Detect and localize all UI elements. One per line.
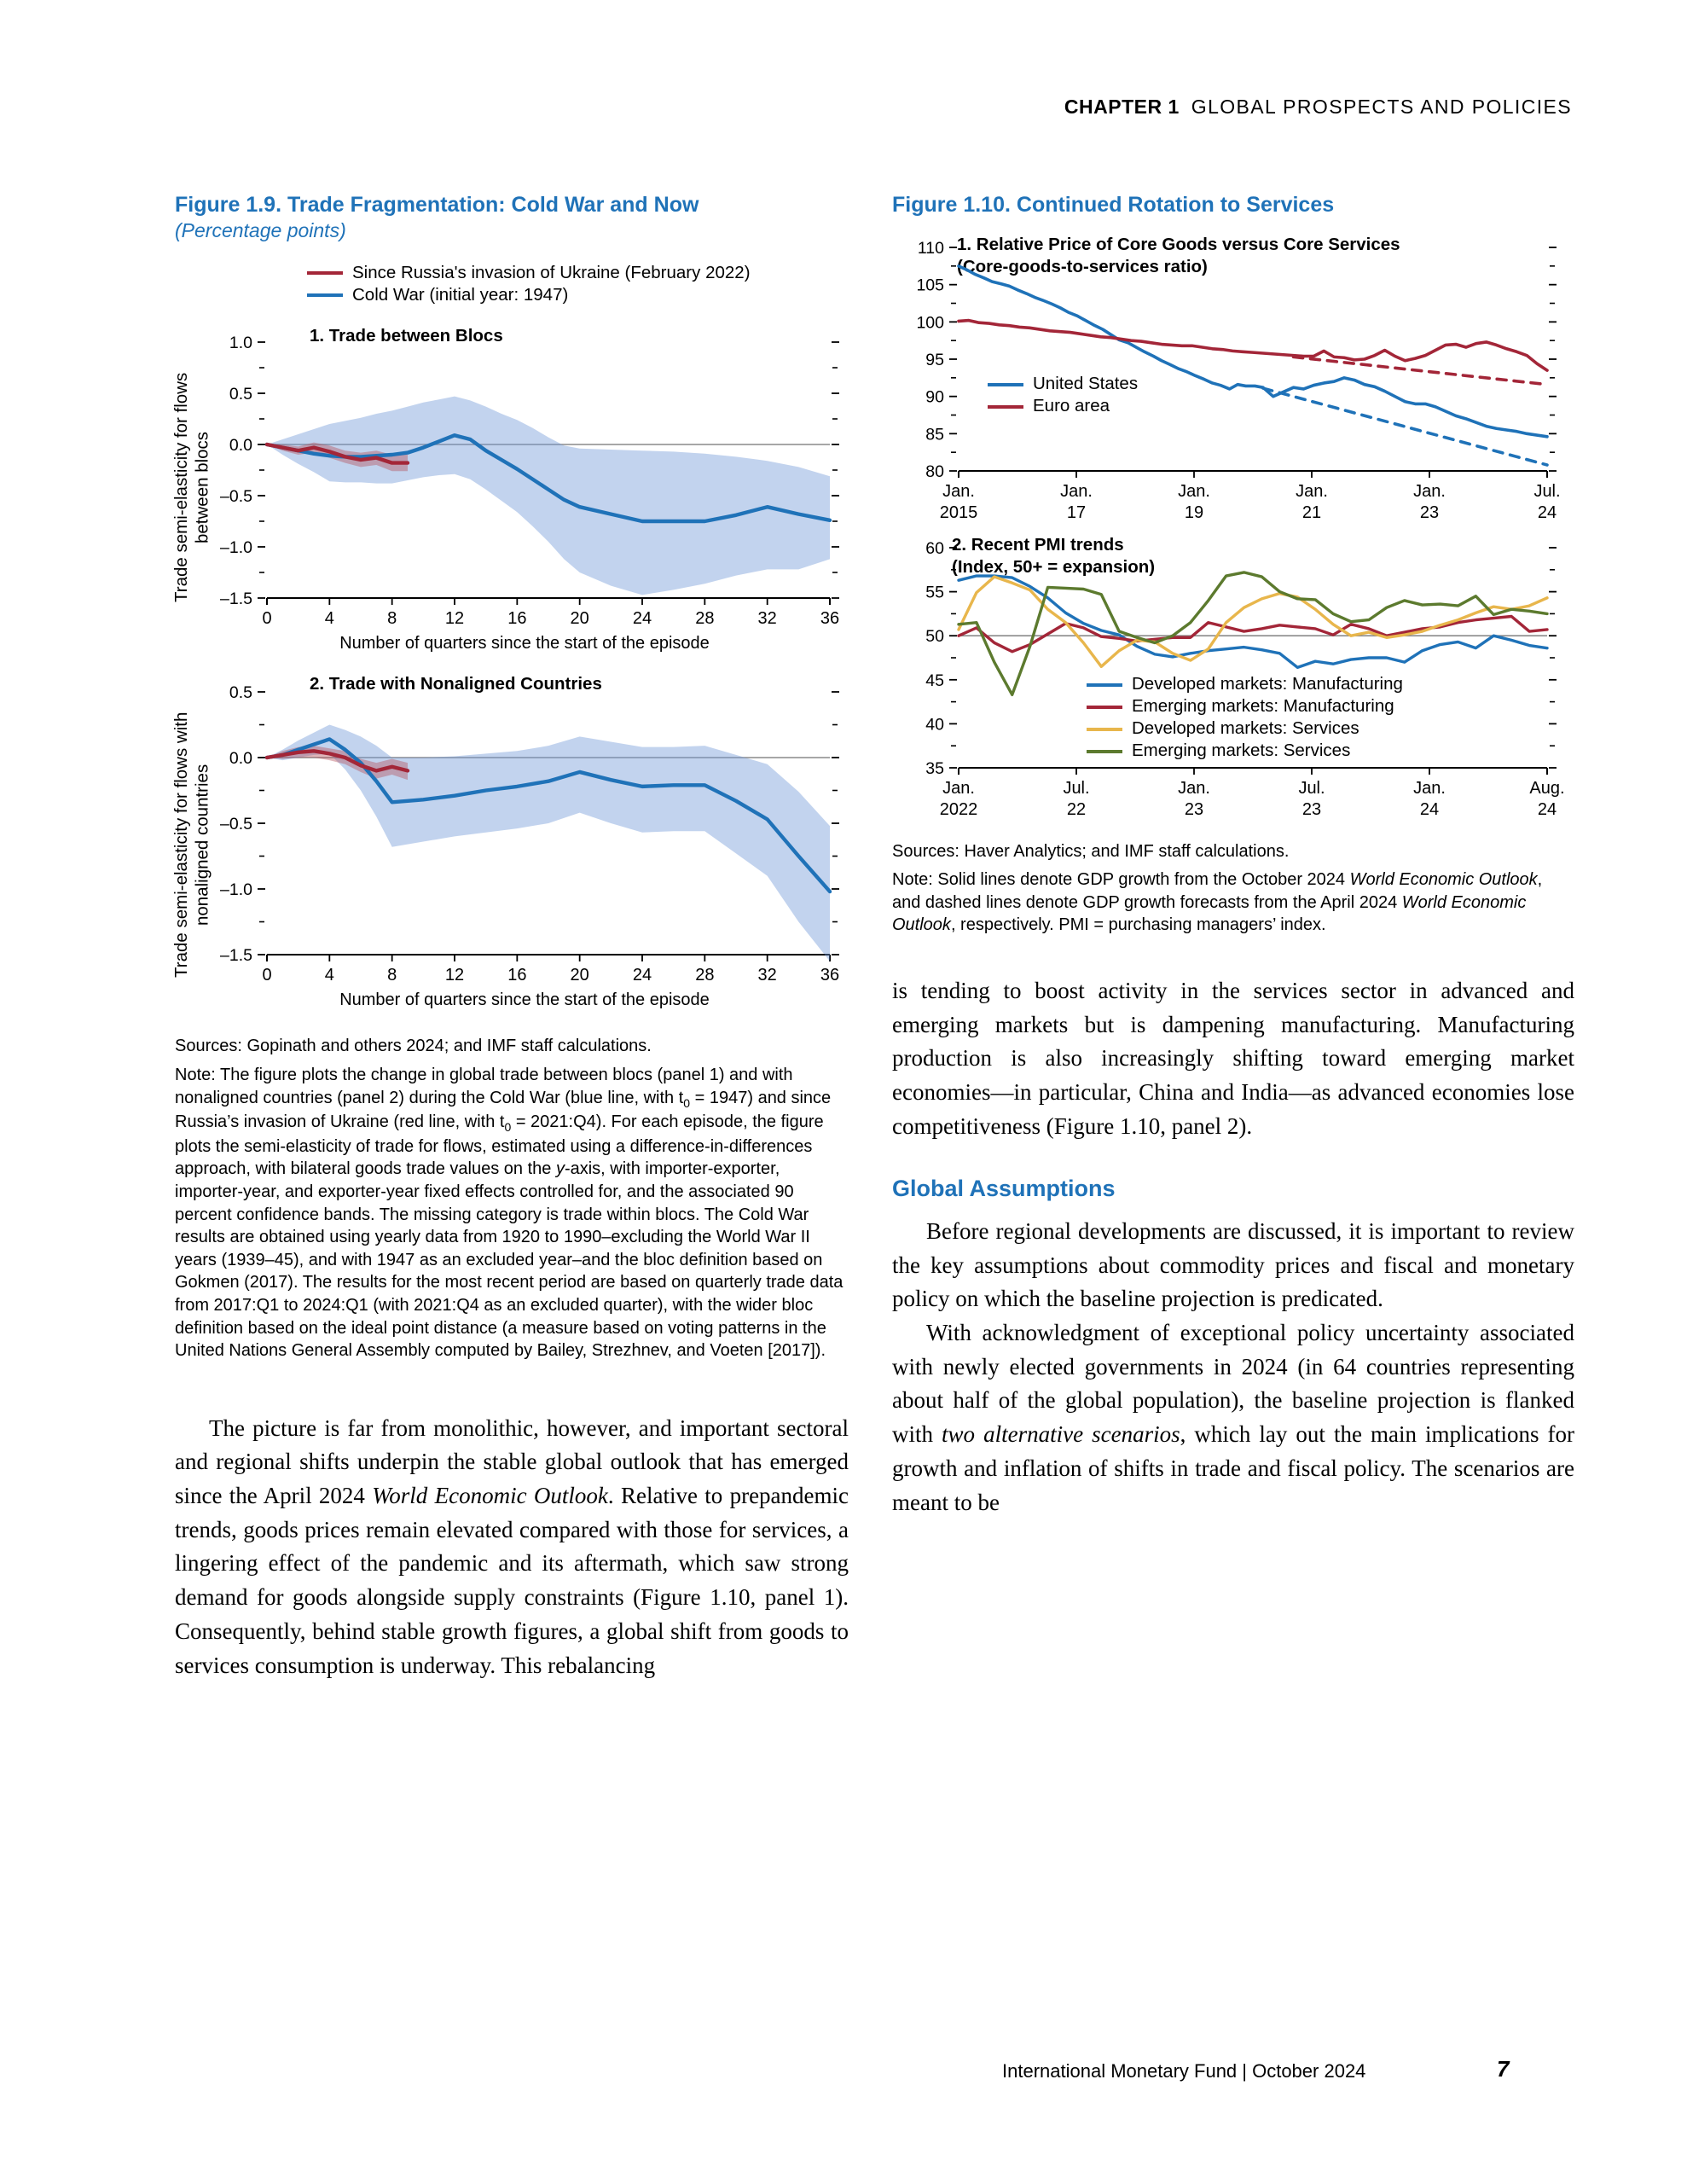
legend-label-dm-services: Developed markets: Services (1132, 718, 1359, 739)
left-body-text (175, 1412, 849, 1683)
svg-text:–1.0: –1.0 (220, 538, 252, 558)
svg-text:1.0: 1.0 (229, 334, 252, 353)
svg-text:Jan.: Jan. (1060, 481, 1093, 501)
paragraph-italic: two alternative scenarios (942, 1421, 1180, 1448)
svg-text:110: 110 (917, 238, 944, 258)
figure-1-10-note: Note: Solid lines denote GDP growth from the October 2024 World Economic Outlook, and dashed lines denote GDP growth forecasts from the April 2024 World Economic Outlook, respectively. PMI = purchasing managers’ index. (892, 870, 1543, 935)
svg-text:32: 32 (757, 966, 777, 985)
svg-text:24: 24 (632, 966, 652, 985)
svg-text:Jan.: Jan. (1413, 481, 1446, 501)
figure-1-10-sources: Sources: Haver Analytics; and IMF staff calculations. (892, 841, 1290, 861)
paragraph-italic: World Economic Outlook (372, 1483, 608, 1509)
figure-1-9-sources: Sources: Gopinath and others 2024; and IMF staff calculations. (175, 1037, 652, 1056)
legend-swatch-em-manufacturing (1087, 706, 1122, 709)
running-head-title: GLOBAL PROSPECTS AND POLICIES (1191, 96, 1572, 118)
panel-title-2: 2. Trade with Nonaligned Countries (310, 674, 602, 694)
chart-canvas (175, 673, 849, 1014)
svg-text:Jan.: Jan. (1296, 481, 1328, 501)
left-column (171, 192, 849, 1682)
legend-item (988, 374, 1138, 396)
paragraph: is tending to boost activity in the services sector in advanced and emerging markets but is dampening manufacturing. Manufacturing production is also increasingly shifting toward emerging market economies—in particular, China and India—as advanced economies lose competitiveness (Figure 1.10, panel 2). (892, 977, 1574, 1139)
chart-canvas (175, 325, 849, 658)
panel-title-text: 2. Recent PMI trends (952, 534, 1124, 555)
paragraph-text-a: With acknowledgment of exceptional policy uncertainty associated with newly elected governments in 2024 (in 64 countries representing about half of the global population), the baseline projection is flanked with (892, 1320, 1574, 1448)
paragraph (892, 1316, 1574, 1519)
svg-text:–1.0: –1.0 (220, 880, 252, 900)
svg-text:22: 22 (1066, 799, 1087, 815)
svg-text:24: 24 (1537, 799, 1557, 815)
figure-1-9-title: Figure 1.9. Trade Fragmentation: Cold War and Now (175, 193, 699, 217)
chart-y-axis-label: Trade semi-elasticity for flows with nonaligned countries (171, 712, 212, 979)
svg-text:28: 28 (695, 609, 715, 629)
svg-text:4: 4 (324, 966, 334, 985)
svg-text:100: 100 (916, 312, 944, 332)
chart-x-axis-label: Number of quarters since the start of the episode (339, 634, 710, 653)
svg-text:12: 12 (444, 966, 465, 985)
legend-item (1087, 718, 1403, 741)
legend-item (1087, 674, 1403, 696)
legend-label-cold-war: Cold War (initial year: 1947) (352, 285, 569, 305)
legend-swatch-united-states (988, 383, 1023, 386)
svg-text:21: 21 (1301, 502, 1322, 519)
svg-text:36: 36 (820, 609, 840, 629)
chart-relative-price-core-goods (892, 234, 1574, 519)
legend-swatch-cold-war (307, 293, 343, 297)
legend-label-united-states: United States (1033, 374, 1139, 394)
paragraph (175, 1412, 849, 1683)
page-number: 7 (1497, 2056, 1510, 2082)
paragraph-text-a: The picture is far from monolithic, however, and important sectoral and regional shifts underpin the stable global outlook that has emerged since the April 2024 (175, 1414, 849, 1509)
svg-text:4: 4 (324, 609, 334, 629)
chart-legend (1087, 674, 1403, 763)
panel-title-1: 1. Trade between Blocs (310, 326, 503, 346)
panel-title-text: 1. Relative Price of Core Goods versus Core Services (957, 234, 1400, 254)
svg-text:55: 55 (925, 583, 944, 602)
svg-text:90: 90 (925, 387, 944, 407)
legend-label-em-services: Emerging markets: Services (1132, 741, 1351, 761)
svg-text:40: 40 (925, 714, 944, 734)
svg-text:105: 105 (916, 276, 944, 295)
right-column (892, 192, 1574, 1519)
svg-text:–1.5: –1.5 (220, 590, 252, 609)
svg-text:Jan.: Jan. (942, 778, 975, 798)
svg-text:50: 50 (925, 626, 944, 646)
svg-text:0: 0 (262, 609, 272, 629)
svg-text:16: 16 (507, 609, 527, 629)
svg-text:36: 36 (820, 966, 840, 985)
svg-text:8: 8 (387, 609, 397, 629)
svg-text:17: 17 (1066, 502, 1087, 519)
svg-text:16: 16 (507, 966, 527, 985)
svg-text:32: 32 (757, 609, 777, 629)
svg-text:19: 19 (1184, 502, 1204, 519)
running-head (1064, 96, 1572, 119)
legend-swatch-russia-invasion (307, 271, 343, 275)
svg-text:Jul.: Jul. (1298, 778, 1325, 798)
svg-text:24: 24 (1537, 502, 1557, 519)
svg-text:0.5: 0.5 (229, 683, 252, 703)
svg-text:0: 0 (262, 966, 272, 985)
chart-trade-with-nonaligned (171, 673, 849, 1014)
legend-item (1087, 741, 1403, 763)
svg-text:–0.5: –0.5 (220, 487, 252, 507)
panel-subtitle-text: (Index, 50+ = expansion) (952, 556, 1156, 577)
svg-text:85: 85 (925, 424, 944, 444)
svg-text:Jan.: Jan. (1178, 778, 1210, 798)
svg-text:24: 24 (1419, 799, 1440, 815)
legend-item (1087, 696, 1403, 718)
chart-x-axis-label: Number of quarters since the start of the episode (339, 990, 710, 1010)
svg-text:20: 20 (570, 609, 589, 629)
svg-text:Jan.: Jan. (1178, 481, 1210, 501)
legend-label-dm-manufacturing: Developed markets: Manufacturing (1132, 674, 1403, 694)
svg-text:45: 45 (925, 671, 944, 690)
svg-text:95: 95 (925, 350, 944, 369)
svg-text:80: 80 (925, 462, 944, 481)
svg-text:2015: 2015 (939, 502, 978, 519)
legend-swatch-em-services (1087, 750, 1122, 753)
figure-1-10-title: Figure 1.10. Continued Rotation to Services (892, 193, 1335, 217)
legend-swatch-euro-area (988, 405, 1023, 409)
figure-1-9-subtitle: (Percentage points) (175, 218, 346, 241)
svg-text:60: 60 (925, 538, 944, 558)
right-body-text (892, 974, 1574, 1519)
paragraph-text-b: , which lay out the main implications for growth and inflation of shifts in trade and fiscal policy. The scenarios are meant to be (892, 1421, 1574, 1515)
chart-trade-between-blocs (171, 325, 849, 658)
svg-text:Aug.: Aug. (1529, 778, 1565, 798)
svg-text:35: 35 (925, 758, 944, 778)
svg-text:Jan.: Jan. (942, 481, 975, 501)
svg-text:12: 12 (444, 609, 465, 629)
svg-text:24: 24 (632, 609, 652, 629)
svg-text:0.5: 0.5 (229, 385, 252, 404)
paragraph: Before regional developments are discussed, it is important to review the key assumptions about commodity prices and fiscal and monetary policy on which the baseline projection is predicated. (892, 1218, 1574, 1312)
panel-subtitle-text: (Core-goods-to-services ratio) (957, 256, 1208, 276)
svg-text:23: 23 (1301, 799, 1322, 815)
svg-text:8: 8 (387, 966, 397, 985)
footer-text: International Monetary Fund | October 2024 (1002, 2060, 1366, 2082)
legend-item (307, 284, 751, 306)
chart-recent-pmi-trends (892, 534, 1574, 815)
legend-label-russia-invasion: Since Russia's invasion of Ukraine (February 2022) (352, 263, 751, 283)
figure-1-9-note: Note: The figure plots the change in global trade between blocs (panel 1) and with nonaligned countries (panel 2) during the Cold War (blue line, with $t_0 = 1947$) and since Russia’s invasion of Ukraine (red line, with $t_0$ = 2021:Q4). For each episode, the figure plots the semi-elasticity of trade for flows, estimated using a difference-in-differences approach, with bilateral goods trade values on the y-axis, with importer-exporter, importer-year, and exporter-year fixed effects controlled for, and the associated 90 percent confidence bands. The missing category is trade within blocs. The Cold War results are obtained using yearly data from 1920 to 1990–excluding the World War II years (1939–45), and with 1947 as an excluded year–and the bloc definition based on Gokmen (2017). The results for the most recent period are based on quarterly trade data from 2017:Q1 to 2024:Q1 (with 2021:Q4 as an excluded quarter), with the wider bloc definition based on the ideal point distance (a measure based on voting patterns in the United Nations General Assembly computed by Bailey, Strezhnev, and Voeten [2017]). (175, 1065, 844, 1361)
svg-text:–0.5: –0.5 (220, 815, 252, 834)
svg-text:Jan.: Jan. (1413, 778, 1446, 798)
svg-text:23: 23 (1184, 799, 1204, 815)
svg-text:28: 28 (695, 966, 715, 985)
legend-item (988, 396, 1138, 418)
legend-item (307, 262, 751, 284)
svg-text:0.0: 0.0 (229, 436, 252, 456)
svg-text:Jul.: Jul. (1063, 778, 1090, 798)
legend-label-euro-area: Euro area (1033, 396, 1110, 416)
svg-text:20: 20 (570, 966, 589, 985)
chart-legend (988, 374, 1138, 418)
svg-text:Jul.: Jul. (1533, 481, 1561, 501)
legend-swatch-dm-services (1087, 728, 1122, 731)
section-heading-global-assumptions: Global Assumptions (892, 1176, 1116, 1202)
chart-y-axis-label: Trade semi-elasticity for flows between blocs (171, 372, 212, 603)
legend-swatch-dm-manufacturing (1087, 683, 1122, 687)
legend-label-em-manufacturing: Emerging markets: Manufacturing (1132, 696, 1394, 717)
paragraph-text-b: . Relative to prepandemic trends, goods prices remain elevated compared with those for services, a lingering effect of the pandemic and its aftermath, which saw strong demand for goods alongside supply constraints (Figure 1.10, panel 1). Consequently, behind stable growth figures, a global shift from goods to services consumption is underway. This rebalancing (175, 1483, 849, 1678)
svg-text:0.0: 0.0 (229, 749, 252, 769)
svg-text:–1.5: –1.5 (220, 946, 252, 966)
figure-1-9-legend (307, 262, 751, 306)
svg-text:23: 23 (1419, 502, 1440, 519)
svg-text:2022: 2022 (939, 799, 978, 815)
running-head-chapter: CHAPTER 1 (1064, 96, 1180, 118)
